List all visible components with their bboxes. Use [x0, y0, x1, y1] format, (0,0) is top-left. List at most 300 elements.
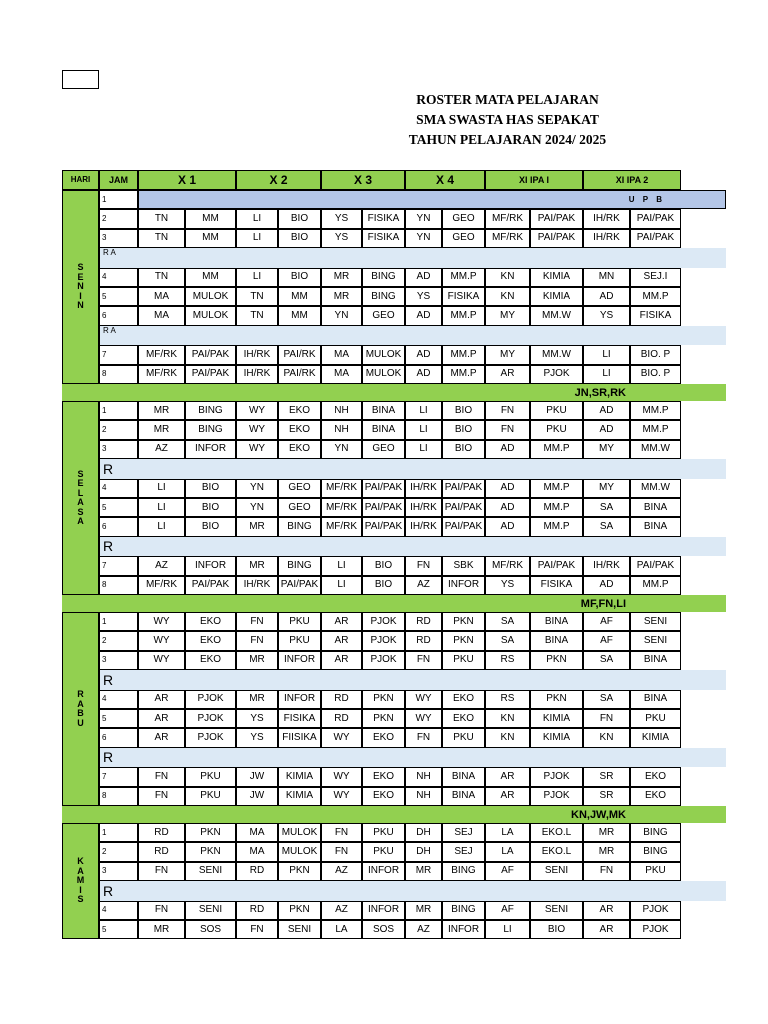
- header-class-4: X 4: [405, 170, 485, 190]
- teacher-code-cell: MR: [138, 401, 185, 420]
- teacher-code-cell: YS: [485, 576, 530, 595]
- subject-cell: PKU: [530, 401, 583, 420]
- jam-cell: 4: [99, 901, 138, 920]
- teacher-code-cell: YS: [405, 287, 442, 306]
- title-line-1: ROSTER MATA PELAJARAN: [416, 92, 599, 107]
- subject-cell: PAI/PAK: [185, 345, 236, 364]
- subject-cell: SOS: [185, 920, 236, 939]
- day-letter: A: [77, 698, 84, 709]
- teacher-code-cell: LA: [321, 920, 362, 939]
- subject-cell: SEJ: [442, 842, 485, 861]
- subject-cell: SENI: [185, 862, 236, 881]
- teacher-code-cell: FN: [321, 842, 362, 861]
- teacher-code-cell: AD: [485, 440, 530, 459]
- header-class-1: X 1: [138, 170, 236, 190]
- jam-cell: 2: [99, 420, 138, 439]
- subject-cell: KIMIA: [530, 268, 583, 287]
- subject-cell: PAI/PAK: [530, 556, 583, 575]
- break-label: R: [99, 537, 159, 556]
- teacher-code-cell: FN: [321, 823, 362, 842]
- teacher-code-cell: MA: [138, 306, 185, 325]
- subject-cell: PKN: [530, 651, 583, 670]
- teacher-code-cell: AR: [138, 728, 185, 747]
- teacher-code-cell: MR: [583, 842, 630, 861]
- subject-cell: PJOK: [362, 612, 405, 631]
- subject-cell: FISIKA: [530, 576, 583, 595]
- teacher-code-cell: MR: [321, 287, 362, 306]
- teacher-code-cell: IH/RK: [583, 556, 630, 575]
- subject-cell: INFOR: [185, 440, 236, 459]
- title-line-3: TAHUN PELAJARAN 2024/ 2025: [408, 132, 607, 147]
- teacher-code-cell: AD: [405, 268, 442, 287]
- subject-cell: EKO: [630, 767, 681, 786]
- subject-cell: EKO.L: [530, 823, 583, 842]
- teacher-code-cell: AF: [485, 901, 530, 920]
- subject-cell: PKN: [530, 690, 583, 709]
- subject-cell: INFOR: [362, 901, 405, 920]
- jam-cell: 1: [99, 823, 138, 842]
- teacher-code-cell: FN: [138, 787, 185, 806]
- teacher-code-cell: WY: [138, 612, 185, 631]
- teacher-code-cell: TN: [236, 287, 278, 306]
- subject-cell: GEO: [278, 498, 321, 517]
- jam-cell: 2: [99, 631, 138, 650]
- jam-cell: 2: [99, 209, 138, 228]
- empty-corner-box: [62, 70, 99, 89]
- subject-cell: PJOK: [530, 767, 583, 786]
- subject-cell: SEJ.I: [630, 268, 681, 287]
- teacher-code-cell: TN: [138, 229, 185, 248]
- header-class-3: X 3: [321, 170, 405, 190]
- teacher-code-cell: AZ: [405, 920, 442, 939]
- teacher-code-cell: AD: [485, 498, 530, 517]
- teacher-code-cell: SA: [485, 631, 530, 650]
- subject-cell: MM.P: [630, 576, 681, 595]
- subject-cell: EKO: [442, 690, 485, 709]
- teacher-code-cell: MY: [485, 345, 530, 364]
- subject-cell: BIO: [442, 420, 485, 439]
- subject-cell: BINA: [362, 420, 405, 439]
- day-letter: E: [77, 271, 84, 282]
- subject-cell: MM: [278, 306, 321, 325]
- teacher-code-cell: LA: [485, 823, 530, 842]
- subject-cell: BINA: [630, 517, 681, 536]
- day-letter: S: [77, 506, 84, 517]
- jam-cell: 4: [99, 690, 138, 709]
- subject-cell: MM.P: [442, 306, 485, 325]
- teacher-code-cell: YS: [583, 306, 630, 325]
- teacher-code-cell: YN: [405, 209, 442, 228]
- subject-cell: BINA: [442, 787, 485, 806]
- subject-cell: PAI/PAK: [185, 576, 236, 595]
- teacher-code-cell: SA: [583, 517, 630, 536]
- teacher-code-cell: AD: [405, 365, 442, 384]
- teacher-code-cell: LI: [236, 229, 278, 248]
- subject-cell: BIO: [442, 440, 485, 459]
- jam-cell: 5: [99, 709, 138, 728]
- teacher-code-cell: AD: [583, 401, 630, 420]
- subject-cell: PKN: [442, 631, 485, 650]
- subject-cell: PAI/RK: [278, 345, 321, 364]
- teacher-code-cell: AR: [321, 612, 362, 631]
- subject-cell: SENI: [630, 612, 681, 631]
- day-letter: I: [79, 884, 82, 895]
- jam-cell: 7: [99, 556, 138, 575]
- teacher-code-cell: NH: [321, 401, 362, 420]
- teacher-code-cell: AR: [138, 709, 185, 728]
- subject-cell: PAI/PAK: [530, 229, 583, 248]
- subject-cell: MM.P: [442, 365, 485, 384]
- break-row: [99, 459, 726, 478]
- teacher-code-cell: MA: [321, 345, 362, 364]
- subject-cell: SBK: [442, 556, 485, 575]
- subject-cell: INFOR: [278, 690, 321, 709]
- teacher-code-cell: RS: [485, 690, 530, 709]
- teacher-code-cell: AZ: [405, 576, 442, 595]
- teacher-code-cell: AR: [321, 651, 362, 670]
- day-letter: I: [79, 290, 82, 301]
- subject-cell: BIO: [278, 229, 321, 248]
- subject-cell: PKU: [185, 767, 236, 786]
- subject-cell: KIMIA: [530, 709, 583, 728]
- subject-cell: PAI/PAK: [442, 517, 485, 536]
- teacher-code-cell: RD: [138, 823, 185, 842]
- break-row: [99, 748, 726, 767]
- subject-cell: PKN: [185, 842, 236, 861]
- jam-cell: 4: [99, 479, 138, 498]
- teacher-code-cell: FN: [405, 728, 442, 747]
- subject-cell: PAI/PAK: [442, 498, 485, 517]
- day-separator: KN,JW,MK: [62, 806, 726, 823]
- jam-cell: 3: [99, 651, 138, 670]
- break-row: [99, 248, 726, 267]
- teacher-code-cell: FN: [236, 612, 278, 631]
- subject-cell: SENI: [278, 920, 321, 939]
- break-label: R A: [99, 248, 159, 267]
- teacher-code-cell: AR: [583, 920, 630, 939]
- teacher-code-cell: NH: [405, 767, 442, 786]
- teacher-code-cell: MR: [236, 517, 278, 536]
- teacher-code-cell: MF/RK: [485, 556, 530, 575]
- break-row: [99, 670, 726, 689]
- subject-cell: BIO: [362, 576, 405, 595]
- subject-cell: BING: [630, 842, 681, 861]
- teacher-code-cell: IH/RK: [236, 365, 278, 384]
- subject-cell: MM.W: [630, 479, 681, 498]
- subject-cell: EKO: [278, 401, 321, 420]
- teacher-code-cell: MF/RK: [138, 365, 185, 384]
- teacher-code-cell: MF/RK: [321, 479, 362, 498]
- subject-cell: PAI/RK: [278, 365, 321, 384]
- subject-cell: FIISIKA: [278, 728, 321, 747]
- subject-cell: PKU: [278, 612, 321, 631]
- subject-cell: PKU: [630, 709, 681, 728]
- subject-cell: BIO: [278, 268, 321, 287]
- subject-cell: BIO: [362, 556, 405, 575]
- subject-cell: BING: [185, 420, 236, 439]
- subject-cell: SENI: [630, 631, 681, 650]
- subject-cell: EKO: [278, 420, 321, 439]
- teacher-code-cell: FN: [405, 556, 442, 575]
- subject-cell: KIMIA: [278, 767, 321, 786]
- subject-cell: PJOK: [185, 709, 236, 728]
- teacher-code-cell: IH/RK: [236, 345, 278, 364]
- subject-cell: INFOR: [278, 651, 321, 670]
- subject-cell: PAI/PAK: [630, 556, 681, 575]
- teacher-code-cell: KN: [485, 287, 530, 306]
- day-letter: L: [77, 487, 84, 498]
- teacher-code-cell: MR: [236, 651, 278, 670]
- subject-cell: GEO: [278, 479, 321, 498]
- teacher-code-cell: WY: [236, 401, 278, 420]
- subject-cell: PJOK: [185, 728, 236, 747]
- subject-cell: FISIKA: [362, 209, 405, 228]
- teacher-code-cell: MF/RK: [485, 229, 530, 248]
- jam-cell: 7: [99, 767, 138, 786]
- teacher-code-cell: SR: [583, 767, 630, 786]
- break-label: R: [99, 748, 159, 767]
- teacher-code-cell: LI: [583, 345, 630, 364]
- subject-cell: KIMIA: [278, 787, 321, 806]
- teacher-code-cell: FN: [236, 920, 278, 939]
- subject-cell: PJOK: [530, 787, 583, 806]
- jam-cell: 6: [99, 306, 138, 325]
- teacher-code-cell: DH: [405, 842, 442, 861]
- subject-cell: FISIKA: [362, 229, 405, 248]
- day-letter: E: [77, 478, 84, 488]
- day-letter: N: [77, 300, 84, 311]
- subject-cell: MM.P: [630, 287, 681, 306]
- teacher-code-cell: FN: [138, 862, 185, 881]
- teacher-code-cell: JW: [236, 767, 278, 786]
- teacher-code-cell: RD: [138, 842, 185, 861]
- day-letter: S: [77, 262, 84, 273]
- subject-cell: INFOR: [185, 556, 236, 575]
- jam-cell: 8: [99, 787, 138, 806]
- teacher-code-cell: MR: [321, 268, 362, 287]
- teacher-code-cell: AR: [138, 690, 185, 709]
- teacher-code-cell: YN: [321, 440, 362, 459]
- teacher-code-cell: WY: [236, 420, 278, 439]
- teacher-code-cell: IH/RK: [583, 229, 630, 248]
- teacher-code-cell: AD: [583, 576, 630, 595]
- break-row: [99, 537, 726, 556]
- subject-cell: BINA: [630, 690, 681, 709]
- teacher-code-cell: SA: [583, 498, 630, 517]
- subject-cell: PJOK: [530, 365, 583, 384]
- teacher-code-cell: AZ: [321, 862, 362, 881]
- teacher-code-cell: MR: [236, 690, 278, 709]
- teacher-code-cell: FN: [583, 709, 630, 728]
- subject-cell: MM.P: [530, 498, 583, 517]
- jam-cell: 3: [99, 440, 138, 459]
- teacher-code-cell: MF/RK: [485, 209, 530, 228]
- subject-cell: PAI/PAK: [362, 517, 405, 536]
- teacher-code-cell: SA: [485, 612, 530, 631]
- subject-cell: PJOK: [185, 690, 236, 709]
- subject-cell: MULOK: [278, 823, 321, 842]
- teacher-code-cell: AR: [485, 365, 530, 384]
- teacher-code-cell: LI: [583, 365, 630, 384]
- subject-cell: PAI/PAK: [185, 365, 236, 384]
- header-class-6: XI IPA 2: [583, 170, 681, 190]
- teacher-code-cell: IH/RK: [236, 576, 278, 595]
- teacher-code-cell: LI: [236, 209, 278, 228]
- subject-cell: FISIKA: [442, 287, 485, 306]
- jam-cell: 5: [99, 287, 138, 306]
- jam-cell: 1: [99, 401, 138, 420]
- subject-cell: MULOK: [185, 287, 236, 306]
- teacher-code-cell: AD: [485, 479, 530, 498]
- jam-cell: 1: [99, 190, 138, 209]
- header-jam: JAM: [99, 170, 138, 190]
- teacher-code-cell: RD: [236, 862, 278, 881]
- subject-cell: PKU: [530, 420, 583, 439]
- day-letter: B: [77, 708, 84, 718]
- jam-cell: 6: [99, 517, 138, 536]
- subject-cell: BIO: [442, 401, 485, 420]
- subject-cell: BING: [278, 556, 321, 575]
- jam-cell: 4: [99, 268, 138, 287]
- subject-cell: BINA: [442, 767, 485, 786]
- subject-cell: SENI: [530, 862, 583, 881]
- teacher-code-cell: FN: [236, 631, 278, 650]
- subject-cell: BIO: [185, 498, 236, 517]
- subject-cell: BIO. P: [630, 345, 681, 364]
- teacher-code-cell: LI: [236, 268, 278, 287]
- teacher-code-cell: AF: [583, 612, 630, 631]
- teacher-code-cell: WY: [405, 690, 442, 709]
- subject-cell: PJOK: [630, 901, 681, 920]
- subject-cell: BINA: [630, 498, 681, 517]
- teacher-code-cell: WY: [321, 767, 362, 786]
- teacher-code-cell: LI: [405, 401, 442, 420]
- subject-cell: MULOK: [362, 345, 405, 364]
- jam-cell: 3: [99, 229, 138, 248]
- subject-cell: INFOR: [442, 920, 485, 939]
- header-class-2: X 2: [236, 170, 321, 190]
- subject-cell: PAI/PAK: [630, 209, 681, 228]
- teacher-code-cell: FN: [138, 901, 185, 920]
- subject-cell: EKO: [185, 651, 236, 670]
- teacher-code-cell: MY: [583, 440, 630, 459]
- teacher-code-cell: AD: [583, 287, 630, 306]
- day-letter: S: [77, 468, 84, 479]
- subject-cell: PAI/PAK: [630, 229, 681, 248]
- teacher-code-cell: AD: [583, 420, 630, 439]
- subject-cell: MM.W: [530, 345, 583, 364]
- subject-cell: MM: [278, 287, 321, 306]
- teacher-code-cell: KN: [485, 728, 530, 747]
- teacher-code-cell: NH: [321, 420, 362, 439]
- teacher-code-cell: LI: [321, 576, 362, 595]
- teacher-code-cell: KN: [485, 709, 530, 728]
- subject-cell: BIO: [530, 920, 583, 939]
- jam-cell: 8: [99, 576, 138, 595]
- teacher-code-cell: IH/RK: [583, 209, 630, 228]
- subject-cell: MM: [185, 229, 236, 248]
- teacher-code-cell: LI: [138, 517, 185, 536]
- teacher-code-cell: RD: [405, 631, 442, 650]
- teacher-code-cell: JW: [236, 787, 278, 806]
- teacher-code-cell: LI: [321, 556, 362, 575]
- subject-cell: KIMIA: [530, 287, 583, 306]
- subject-cell: PKN: [185, 823, 236, 842]
- day-label-selasa: [62, 401, 99, 595]
- title-line-2: SMA SWASTA HAS SEPAKAT: [416, 112, 599, 127]
- teacher-code-cell: YN: [405, 229, 442, 248]
- subject-cell: PKU: [442, 728, 485, 747]
- day-label-senin: [62, 190, 99, 384]
- break-label: R: [99, 881, 159, 900]
- subject-cell: PKU: [278, 631, 321, 650]
- teacher-code-cell: RD: [405, 612, 442, 631]
- subject-cell: PAI/PAK: [442, 479, 485, 498]
- teacher-code-cell: SR: [583, 787, 630, 806]
- teacher-code-cell: MF/RK: [138, 576, 185, 595]
- subject-cell: FISIKA: [630, 306, 681, 325]
- subject-cell: INFOR: [442, 576, 485, 595]
- subject-cell: SOS: [362, 920, 405, 939]
- teacher-code-cell: AR: [485, 787, 530, 806]
- teacher-code-cell: MF/RK: [321, 517, 362, 536]
- subject-cell: MULOK: [185, 306, 236, 325]
- teacher-code-cell: MR: [138, 920, 185, 939]
- subject-cell: BIO: [278, 209, 321, 228]
- subject-cell: SENI: [530, 901, 583, 920]
- teacher-code-cell: MA: [321, 365, 362, 384]
- subject-cell: BING: [442, 862, 485, 881]
- subject-cell: PKN: [362, 709, 405, 728]
- teacher-code-cell: TN: [138, 268, 185, 287]
- teacher-code-cell: MR: [583, 823, 630, 842]
- subject-cell: PJOK: [362, 631, 405, 650]
- teacher-code-cell: YN: [236, 498, 278, 517]
- jam-cell: 5: [99, 920, 138, 939]
- teacher-code-cell: AF: [583, 631, 630, 650]
- teacher-code-cell: IH/RK: [405, 498, 442, 517]
- teacher-code-cell: LA: [485, 842, 530, 861]
- teacher-code-cell: AR: [321, 631, 362, 650]
- teacher-code-cell: YN: [321, 306, 362, 325]
- teacher-code-cell: MY: [583, 479, 630, 498]
- teacher-code-cell: AZ: [138, 556, 185, 575]
- subject-cell: GEO: [442, 229, 485, 248]
- header-class-5: XI IPA I: [485, 170, 583, 190]
- jam-cell: 8: [99, 365, 138, 384]
- day-letter: U: [77, 717, 84, 728]
- jam-cell: 6: [99, 728, 138, 747]
- subject-cell: INFOR: [362, 862, 405, 881]
- teacher-code-cell: LI: [138, 498, 185, 517]
- subject-cell: PKU: [362, 823, 405, 842]
- teacher-code-cell: LI: [485, 920, 530, 939]
- subject-cell: PKU: [362, 842, 405, 861]
- subject-cell: EKO: [278, 440, 321, 459]
- subject-cell: GEO: [362, 306, 405, 325]
- teacher-code-cell: WY: [138, 651, 185, 670]
- break-label: R: [99, 670, 159, 689]
- teacher-code-cell: MR: [138, 420, 185, 439]
- teacher-code-cell: LI: [405, 420, 442, 439]
- day-label-rabu: [62, 612, 99, 806]
- subject-cell: PKU: [630, 862, 681, 881]
- subject-cell: FISIKA: [278, 709, 321, 728]
- document-title: [300, 90, 715, 150]
- subject-cell: MM.P: [530, 440, 583, 459]
- subject-cell: BINA: [530, 612, 583, 631]
- subject-cell: BINA: [530, 631, 583, 650]
